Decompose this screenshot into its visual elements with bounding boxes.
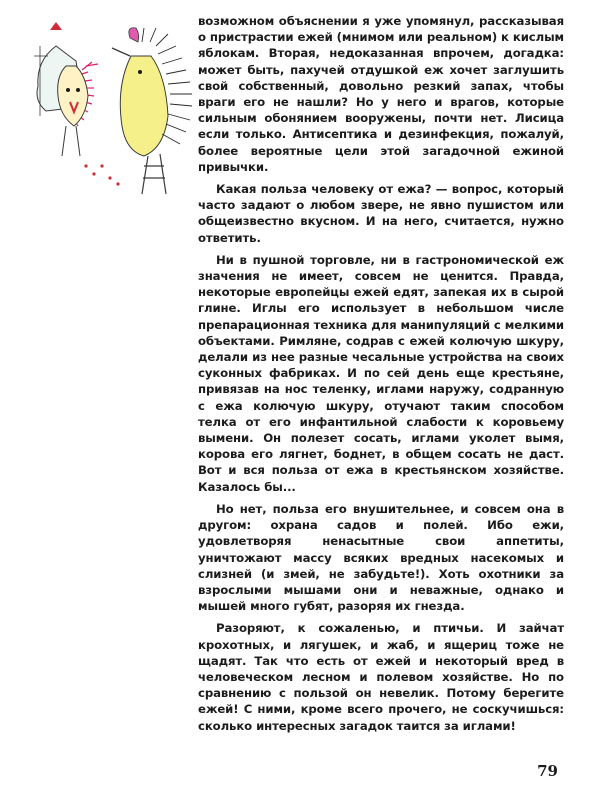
paragraph: Разоряют, к сожаленью, и птичьи. И зайчат крохотных, и лягушек, и жаб, и ящериц тоже не щадят. Так что есть от ежей и некоторый вред в человеческом лесном и полевом хозяйстве. Но по сравнению с пользой он невелик. Потому берегите ежей! С ними, кроме всего прочего, не соскучишься: сколько интересных загадок таится за иглами! (198, 621, 564, 733)
hedgehog-caricature-illustration (26, 16, 198, 204)
small-hedgehog-icon (34, 22, 120, 186)
large-hedgehog-icon (112, 28, 192, 194)
paragraph: Но нет, польза его внушительнее, и совсем она в другом: охрана садов и полей. Ибо ежи, удовлетворяя ненасытные свои аппетиты, уничтожают массу всяких вредных насекомых и слизней (и змей, не забудьте!). Хоть охотники за взрослыми мышами они и неважные, однако и мышей много губят, разоряя их гнезда. (198, 501, 564, 614)
hedgehog-illustration (26, 16, 198, 204)
article-text (198, 13, 564, 740)
paragraph: возможном объяснении я уже упомянул, рассказывая о пристрастии ежей (мнимом или реальном) к кислым яблокам. Вторая, недоказанная впрочем, догадка: может быть, пахучей отдушкой еж хочет заглушить свой собственный, довольно резкий запах, чтобы враги его не нашли? Но у него и врагов, которые сильным обонянием вооружены, почти нет. Лисица если только. Антисептика и дезинфекция, пожалуй, более вероятные цели этой загадочной ежиной привычки. (198, 14, 564, 174)
paragraph: Какая польза человеку от ежа? — вопрос, который часто задают о любом звере, не явно пушистом или общеизвестно вкусном. И на него, считается, нужно ответить. (198, 182, 564, 245)
paragraph: Ни в пушной торговле, ни в гастрономической еж значения не имеет, совсем не ценится. Правда, некоторые европейцы ежей едят, запекая их в сырой глине. Иглы его использует в небольшом числе препарационная техника для манипуляций с мелкими объектами. Римляне, содрав с ежей колючую шкуру, делали из нее разные чесальные устройства на своих суконных фабриках. И по сей день еще крестьяне, привязав на нос теленку, иглами наружу, содранную с ежа колючую шкуру, отучают таким способом телка от его инфантильной слабости к коровьему вымени. Он полезет сосать, иглами уколет вымя, корова его лягнет, боднет, в общем сосать не даст. Вот и вся польза от ежа в крестьянском хозяйстве. Казалось бы... (198, 252, 564, 494)
page-number: 79 (537, 762, 558, 780)
